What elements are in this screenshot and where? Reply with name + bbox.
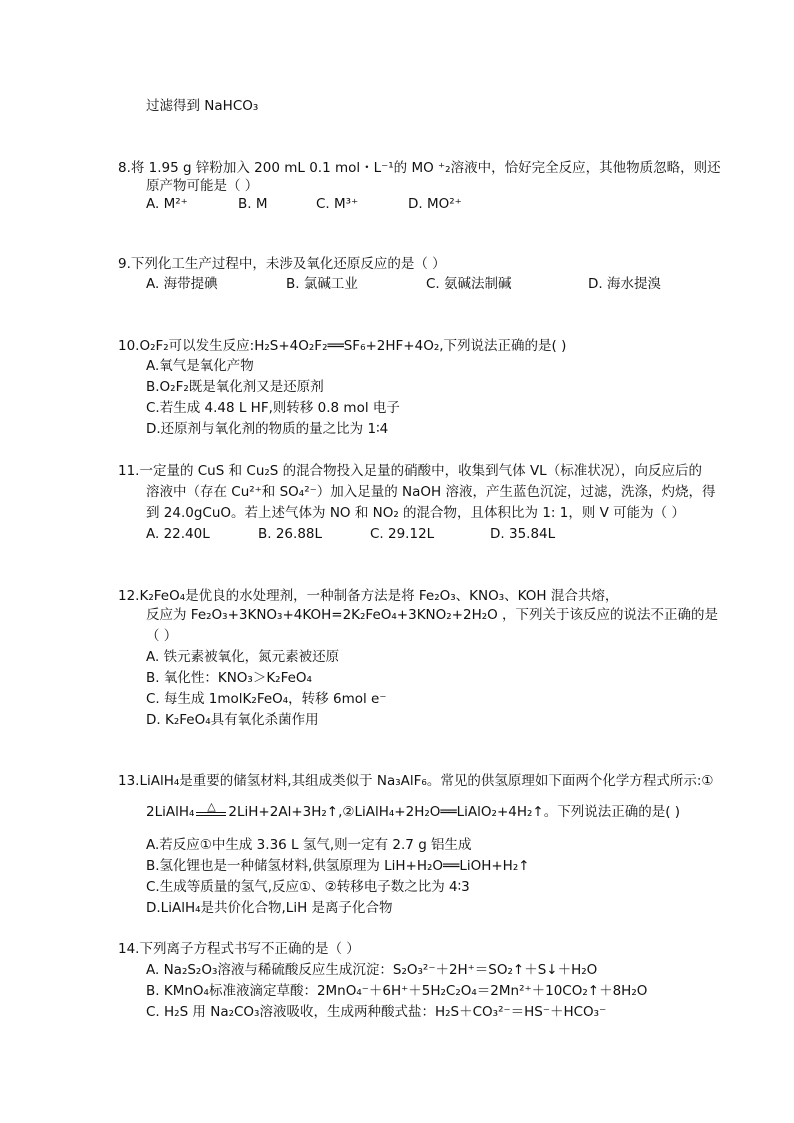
q8-stem: 8.将 1.95 g 锌粉加入 200 mL 0.1 mol・L⁻¹的 MO ⁺₂溶液中，恰好完全反应，其他物质忽略，则还 (118, 160, 721, 176)
q13-option-b: B.氢化锂也是一种储氢材料,供氢原理为 LiH+H₂O══LiOH+H₂↑ (146, 858, 530, 874)
q13-stem-line2 (146, 802, 680, 822)
q9-option-a: A. 海带提碘 (146, 276, 218, 292)
q11-options (146, 524, 555, 544)
q10-stem: 10.O₂F₂可以发生反应:H₂S+4O₂F₂══SF₆+2HF+4O₂,下列说法正确的是( ) (118, 338, 567, 354)
q9-option-b: B. 氯碱工业 (286, 276, 358, 292)
q10-option-c: C.若生成 4.48 L HF,则转移 0.8 mol 电子 (146, 400, 400, 416)
q12-option-b: B. 氧化性：KNO₃＞K₂FeO₄ (146, 670, 312, 686)
q11-option-c: C. 29.12L (370, 526, 435, 542)
q12-option-a: A. 铁元素被氧化，氮元素被还原 (146, 649, 340, 665)
q11-stem-line2: 溶液中（存在 Cu²⁺和 SO₄²⁻）加入足量的 NaOH 溶液，产生蓝色沉淀，过滤，洗涤，灼烧，得 (146, 484, 716, 500)
q11-option-a: A. 22.40L (146, 526, 210, 542)
q12-option-d: D. K₂FeO₄具有氧化杀菌作用 (146, 712, 319, 728)
q9-options (146, 274, 661, 294)
q11-stem: 11.一定量的 CuS 和 Cu₂S 的混合物投入足量的硝酸中，收集到气体 VL（标准状况），向反应后的 (118, 463, 702, 479)
q12-stem: 12.K₂FeO₄是优良的水处理剂，一种制备方法是将 Fe₂O₃、KNO₃、KOH 混合共熔， (118, 588, 619, 604)
q10-option-a: A.氧气是氧化产物 (146, 358, 254, 374)
q9-option-d: D. 海水提溴 (588, 276, 661, 292)
q8-option-b: B. M (238, 196, 268, 212)
q11-stem-line3: 到 24.0gCuO。若上述气体为 NO 和 NO₂ 的混合物，且体积比为 1: 1，则 V 可能为（ ） (146, 505, 685, 521)
q13-option-d: D.LiAlH₄是共价化合物,LiH 是离子化合物 (146, 900, 393, 916)
q12-option-c: C. 每生成 1molK₂FeO₄，转移 6mol e⁻ (146, 691, 387, 707)
q8-options (146, 194, 462, 214)
q8-stem-line2: 原产物可能是（ ） (146, 178, 259, 194)
q12-stem-line3: （ ） (146, 628, 178, 644)
q14-option-a: A. Na₂S₂O₃溶液与稀硫酸反应生成沉淀：S₂O₃²⁻＋2H⁺＝SO₂↑＋S↓＋H₂O (146, 962, 598, 978)
delta-icon: △ (207, 800, 216, 813)
q8-option-a: A. M²⁺ (146, 196, 188, 212)
q13-eq1-reactant: 2LiAlH₄ (146, 804, 195, 820)
q10-option-d: D.还原剂与氧化剂的物质的量之比为 1∶4 (146, 421, 389, 437)
q13-stem: 13.LiAlH₄是重要的储氢材料,其组成类似于 Na₃AlF₆。常见的供氢原理如下面两个化学方程式所示:① (118, 773, 714, 789)
q10-option-b: B.O₂F₂既是氧化剂又是还原剂 (146, 379, 324, 395)
q12-stem-line2: 反应为 Fe₂O₃+3KNO₃+4KOH=2K₂FeO₄+3KNO₂+2H₂O ，下列关于该反应的说法不正确的是 (146, 607, 719, 623)
q9-option-c: C. 氨碱法制碱 (426, 276, 512, 292)
q14-option-b: B. KMnO₄标准液滴定草酸：2MnO₄⁻＋6H⁺＋5H₂C₂O₄＝2Mn²⁺＋10CO₂↑＋8H₂O (146, 983, 648, 999)
q9-stem: 9.下列化工生产过程中，未涉及氧化还原反应的是（ ） (118, 256, 446, 272)
q13-option-a: A.若反应①中生成 3.36 L 氢气,则一定有 2.7 g 铝生成 (146, 837, 472, 853)
q13-heat-arrow (194, 802, 228, 822)
top-continuation-line: 过滤得到 NaHCO₃ (146, 98, 259, 114)
q8-option-c: C. M³⁺ (316, 196, 359, 212)
q8-option-d: D. MO²⁺ (408, 196, 462, 212)
q11-option-d: D. 35.84L (490, 526, 556, 542)
q14-option-c: C. H₂S 用 Na₂CO₃溶液吸收，生成两种酸式盐：H₂S＋CO₃²⁻＝HS⁻＋HCO₃⁻ (146, 1004, 607, 1020)
q13-option-c: C.生成等质量的氢气,反应①、②转移电子数之比为 4∶3 (146, 879, 470, 895)
q11-option-b: B. 26.88L (258, 526, 323, 542)
q13-eq1-rest: 2LiH+2Al+3H₂↑,②LiAlH₄+2H₂O══LiAlO₂+4H₂↑。下列说法正确的是( ) (228, 804, 681, 820)
q14-stem: 14.下列离子方程式书写不正确的是（ ） (118, 941, 360, 957)
